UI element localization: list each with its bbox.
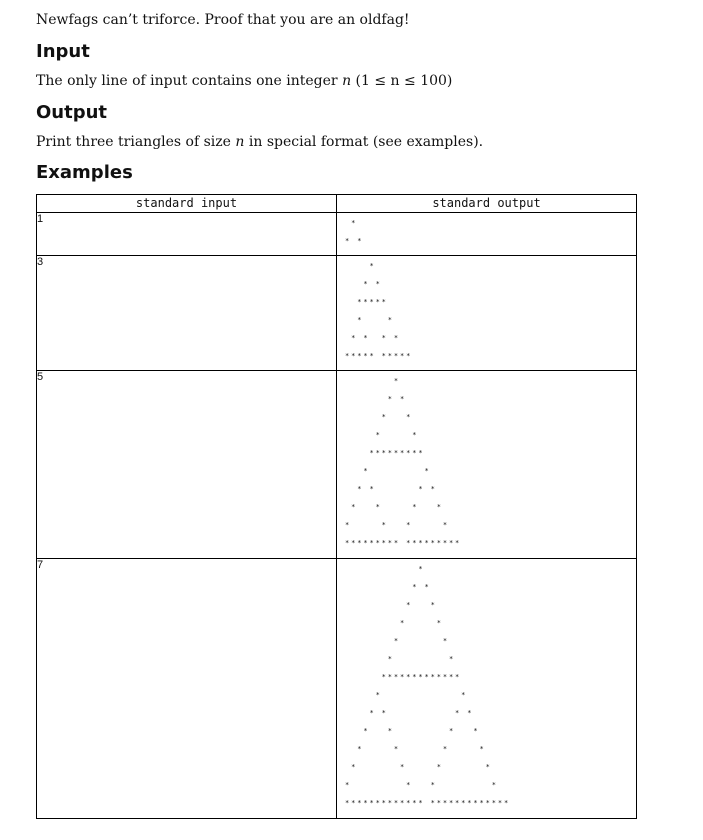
example-input-cell: 1 (37, 213, 337, 256)
example-output-cell (337, 559, 637, 819)
example-input-cell: 7 (37, 559, 337, 819)
input-text: The only line of input contains one integer (36, 73, 343, 89)
standard-input-header: standard input (37, 195, 337, 213)
output-text-after: in special format (see examples). (244, 134, 484, 150)
input-heading: Input (36, 41, 90, 62)
output-text-before: Print three triangles of size (36, 134, 236, 150)
examples-header-row (37, 195, 637, 213)
output-description (36, 134, 483, 150)
problem-legend: Newfags can’t triforce. Proof that you are an oldfag! (36, 12, 410, 28)
input-constraint: (1 ≤ n ≤ 100) (355, 73, 453, 89)
standard-output-header: standard output (337, 195, 637, 213)
output-heading: Output (36, 102, 108, 123)
example-input-cell: 3 (37, 256, 337, 371)
example-output-cell (337, 371, 637, 559)
example-output-art: * * * (345, 219, 364, 245)
example-output-cell (337, 256, 637, 371)
input-description (36, 73, 452, 89)
input-variable: n (342, 73, 352, 89)
example-output-art: * * * ***** * * * * * * ***** ***** (345, 262, 413, 360)
examples-table (36, 194, 637, 819)
example-output-art: * * * * * * * * * * * ************* * * * * * * * * * * * * * * * * * * * * * * ************* ************* (345, 565, 511, 807)
output-variable: n (235, 134, 245, 150)
example-row (37, 559, 637, 819)
example-row (37, 213, 637, 256)
example-output-cell (337, 213, 637, 256)
example-input-cell: 5 (37, 371, 337, 559)
example-row (37, 256, 637, 371)
example-row (37, 371, 637, 559)
examples-heading: Examples (36, 162, 133, 183)
example-output-art: * * * * * * * ********* * * * * * * * * * * * * * * ********* ********* (345, 377, 462, 547)
